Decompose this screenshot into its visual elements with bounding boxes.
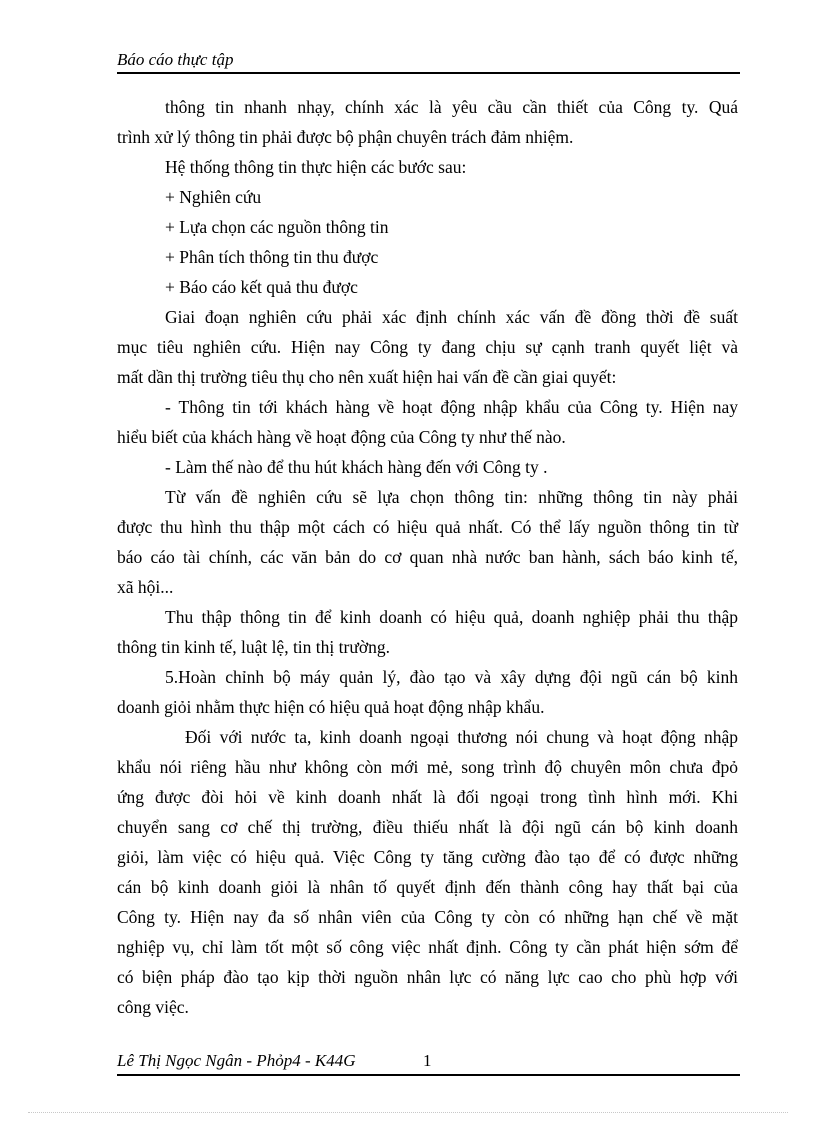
page-bottom-divider (28, 1112, 788, 1113)
page-footer (117, 1050, 740, 1076)
text-line: Thu thập thông tin để kinh doanh có hiệu quả, doanh nghiệp phải thu thập (165, 607, 738, 627)
footer-author: Lê Thị Ngọc Ngân - Phỏp4 - K44G (117, 1051, 356, 1070)
text-line: mất dần thị trường tiêu thụ cho nên xuất hiện hai vấn đề cần giai quyết: (117, 367, 617, 387)
text-line: thông tin kinh tế, luật lệ, tin thị trường. (117, 637, 390, 657)
list-item: + Báo cáo kết quả thu được (165, 277, 358, 297)
text-line: khẩu nói riêng hầu như không còn mới mẻ, song trình độ chuyên môn chưa đpỏ (117, 757, 738, 777)
text-line: Đối với nước ta, kinh doanh ngoại thương nói chung và hoạt động nhập (185, 727, 738, 747)
text-line: cán bộ kinh doanh giỏi là nhân tố quyết định đến thành công hay thất bại của (117, 877, 738, 897)
text-line: có biện pháp đào tạo kịp thời nguồn nhân lực có năng lực cao cho phù hợp với (117, 967, 738, 987)
text-line: thông tin nhanh nhạy, chính xác là yêu cầu cần thiết của Công ty. Quá (165, 97, 738, 117)
text-line: Hệ thống thông tin thực hiện các bước sau: (165, 157, 467, 177)
text-line: Công ty. Hiện nay đa số nhân viên của Công ty còn có những hạn chế về mặt (117, 907, 738, 927)
text-line: hiểu biết của khách hàng về hoạt động của Công ty như thế nào. (117, 427, 566, 447)
list-item: + Nghiên cứu (165, 187, 262, 207)
text-line: báo cáo tài chính, các văn bản do cơ quan nhà nước ban hành, sách báo kinh tế, (117, 547, 738, 567)
section-heading: doanh giỏi nhằm thực hiện có hiệu quả hoạt động nhập khẩu. (117, 697, 545, 717)
text-line: trình xử lý thông tin phải được bộ phận chuyên trách đảm nhiệm. (117, 127, 574, 147)
section-heading: 5.Hoàn chỉnh bộ máy quản lý, đào tạo và xây dựng đội ngũ cán bộ kinh (165, 667, 738, 687)
list-item: + Lựa chọn các nguồn thông tin (165, 217, 389, 237)
text-line: công việc. (117, 997, 189, 1017)
document-body (117, 92, 738, 1022)
text-line: được thu hình thu thập một cách có hiệu quả nhất. Có thể lấy nguồn thông tin từ (117, 517, 738, 537)
text-line: giỏi, làm việc có hiệu quả. Việc Công ty tăng cường đào tạo để có được những (117, 847, 738, 867)
list-item: + Phân tích thông tin thu được (165, 247, 379, 267)
text-line: - Làm thế nào để thu hút khách hàng đến với Công ty . (165, 457, 548, 477)
text-line: mục tiêu nghiên cứu. Hiện nay Công ty đang chịu sự cạnh tranh quyết liệt và (117, 337, 738, 357)
text-line: nghiệp vụ, chỉ làm tốt một số công việc nhất định. Công ty cần phát hiện sớm để (117, 937, 738, 957)
text-line: Từ vấn đề nghiên cứu sẽ lựa chọn thông tin: những thông tin này phải (165, 487, 738, 507)
page-header (117, 50, 740, 74)
text-line: - Thông tin tới khách hàng về hoạt động nhập khẩu của Công ty. Hiện nay (165, 397, 738, 417)
text-line: chuyển sang cơ chế thị trường, điều thiếu nhất là đội ngũ cán bộ kinh doanh (117, 817, 738, 837)
text-line: ứng được đòi hỏi về kinh doanh nhất là đối ngoại trong tình hình mới. Khi (117, 787, 738, 807)
text-line: xã hội... (117, 577, 174, 597)
text-line: Giai đoạn nghiên cứu phải xác định chính xác vấn đề đồng thời đề suất (165, 307, 738, 327)
page-number: 1 (423, 1051, 432, 1070)
header-title: Báo cáo thực tập (117, 50, 234, 69)
